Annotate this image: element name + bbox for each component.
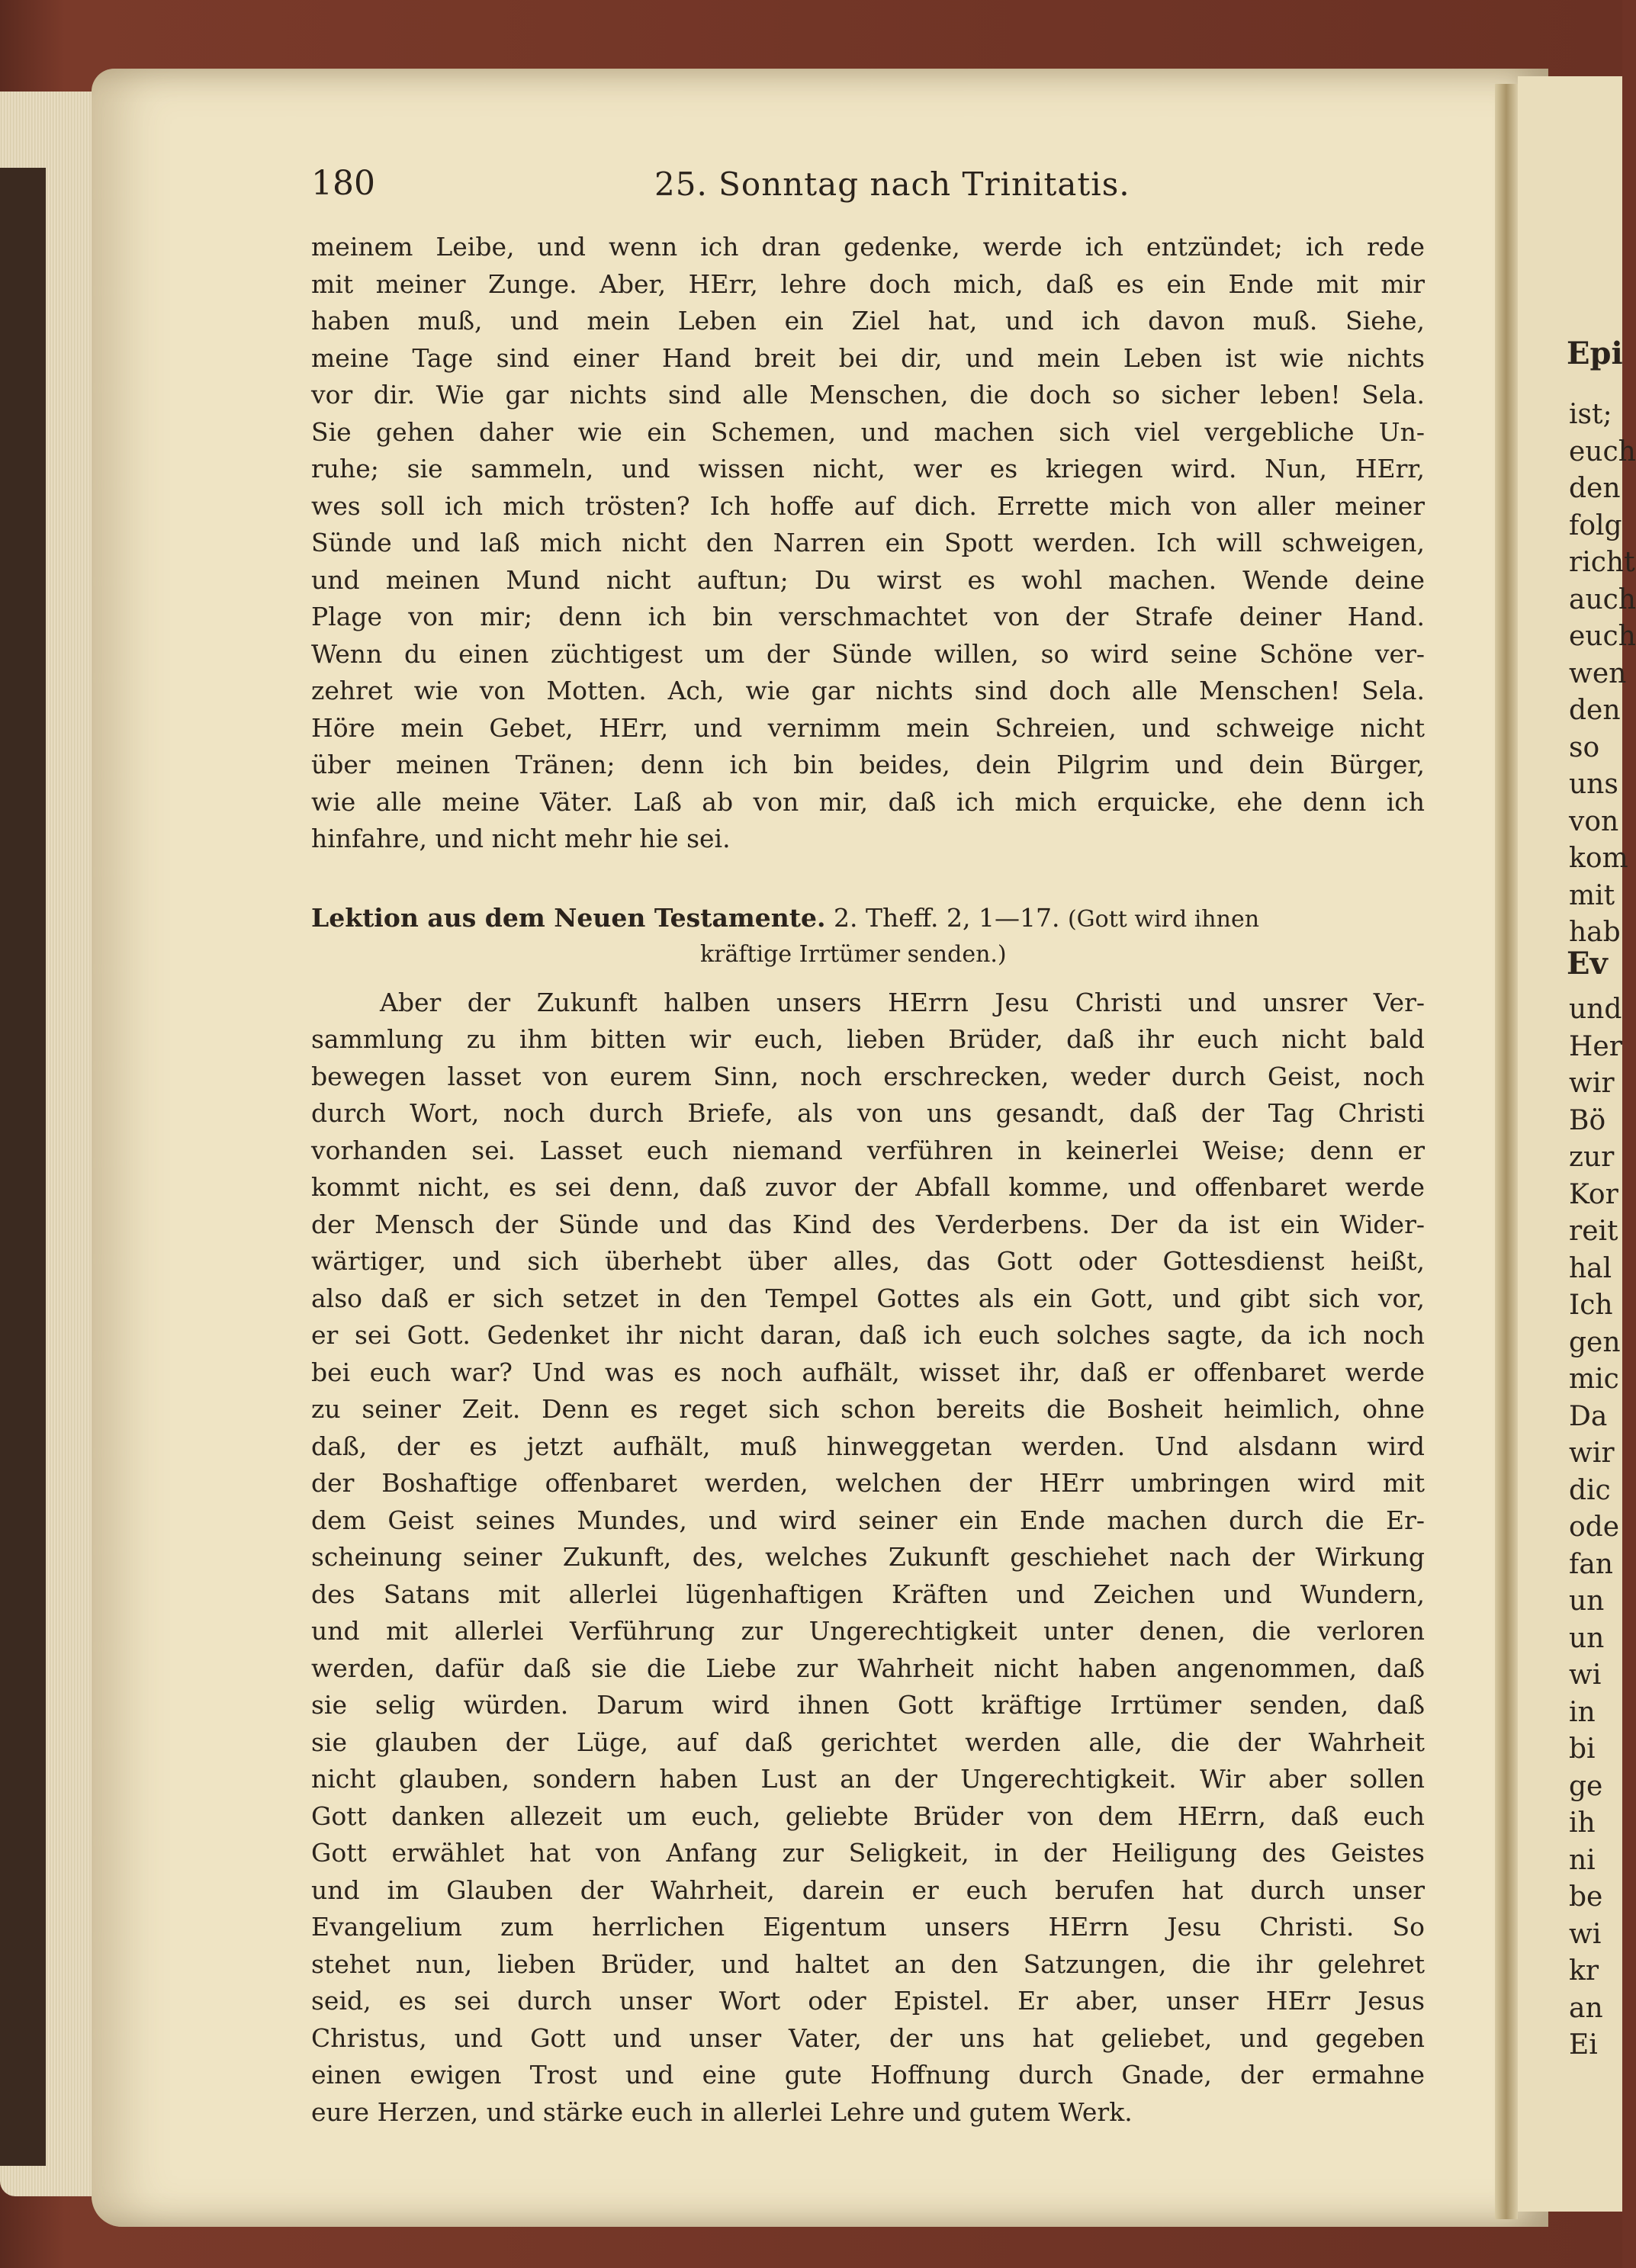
facing-fragment: den — [1569, 695, 1621, 726]
facing-fragment: fan — [1569, 1548, 1613, 1580]
psalm-line: wes soll ich mich trösten? Ich hoffe auf dich. Errette mich von aller meiner — [311, 490, 1425, 521]
psalm-line: haben muß, und mein Leben ein Ziel hat, und ich davon muß. Siehe, — [311, 306, 1425, 336]
page-header — [311, 164, 1425, 217]
lesson-line: durch Wort, noch durch Briefe, als von uns gesandt, daß der Tag Christi — [311, 1098, 1425, 1128]
facing-fragment: gen — [1569, 1326, 1621, 1358]
lesson-reference: 2. Theff. 2, 1—17. — [834, 902, 1060, 933]
running-title: 25. Sonntag nach Trinitatis. — [654, 165, 1130, 203]
facing-fragment: wen — [1569, 657, 1627, 689]
lesson-line: und im Glauben der Wahrheit, darein er euch berufen hat durch unser — [311, 1874, 1425, 1905]
facing-fragment: in — [1569, 1696, 1596, 1728]
lesson-line: stehet nun, lieben Brüder, und haltet an den Satzungen, die ihr gelehret — [311, 1948, 1425, 1979]
lesson-line: dem Geist seines Mundes, und wird seiner ein Ende machen durch die Er- — [311, 1505, 1425, 1535]
facing-fragment: wi — [1569, 1659, 1602, 1691]
lesson-line: bei euch war? Und was es noch aufhält, wisset ihr, daß er offenbaret werde — [311, 1357, 1425, 1387]
lesson-line: wärtiger, und sich überhebt über alles, das Gott oder Gottesdienst heißt, — [311, 1246, 1425, 1276]
psalm-passage — [311, 229, 1425, 858]
facing-fragment: ge — [1569, 1770, 1603, 1802]
psalm-line: Sie gehen daher wie ein Schemen, und machen sich viel vergebliche Un- — [311, 416, 1425, 447]
lesson-line: sie selig würden. Darum wird ihnen Gott kräftige Irrtümer senden, daß — [311, 1690, 1425, 1720]
lesson-note: (Gott wird ihnen — [1067, 905, 1260, 933]
facing-fragment: wi — [1569, 1918, 1602, 1950]
facing-fragment: reit — [1569, 1216, 1618, 1247]
facing-fragment: ode — [1569, 1511, 1620, 1543]
psalm-line: über meinen Tränen; denn ich bin beides, dein Pilgrim und dein Bürger, — [311, 750, 1425, 779]
facing-fragment: euch — [1569, 435, 1636, 467]
lesson-line: Gott erwählet hat von Anfang zur Seligkeit, in der Heiligung des Geistes — [311, 1838, 1425, 1868]
page-number: 180 — [311, 164, 375, 203]
lesson-line: Christus, und Gott und unser Vater, der uns hat geliebet, und gegeben — [311, 2022, 1425, 2053]
lesson-line: sammlung zu ihm bitten wir euch, lieben Brüder, daß ihr euch nicht bald — [311, 1024, 1425, 1054]
lesson-line: sie glauben der Lüge, auf daß gerichtet werden alle, die der Wahrheit — [311, 1727, 1425, 1757]
facing-fragment: euch — [1569, 621, 1636, 652]
facing-fragment: Bö — [1569, 1104, 1606, 1136]
lesson-line: also daß er sich setzet in den Tempel Gottes als ein Gott, und gibt sich vor, — [311, 1283, 1425, 1313]
psalm-line: meine Tage sind einer Hand breit bei dir, und mein Leben ist wie nichts — [311, 342, 1425, 373]
facing-fragment: zur — [1569, 1142, 1615, 1173]
facing-fragment: mit — [1569, 879, 1615, 911]
text-block — [311, 229, 1425, 2131]
psalm-line: Höre mein Gebet, HErr, und vernimm mein Schreien, und schweige nicht — [311, 712, 1425, 743]
lesson-line: bewegen lasset von eurem Sinn, noch erschrecken, weder durch Geist, noch — [311, 1061, 1425, 1091]
facing-fragment: un — [1569, 1622, 1605, 1654]
book-gutter — [1495, 84, 1518, 2219]
lesson-line: einen ewigen Trost und eine gute Hoffnung durch Gnade, der ermahne — [311, 2060, 1425, 2090]
psalm-line: ruhe; sie sammeln, und wissen nicht, wer es kriegen wird. Nun, HErr, — [311, 454, 1425, 483]
psalm-line: hinfahre, und nicht mehr hie sei. — [311, 824, 731, 853]
lesson-line: Evangelium zum herrlichen Eigentum unsers HErrn Jesu Christi. So — [311, 1912, 1425, 1942]
lesson-line: Gott danken allezeit um euch, geliebte Brüder von dem HErrn, daß euch — [311, 1801, 1425, 1831]
facing-page-text-2 — [1569, 991, 1622, 2064]
facing-fragment: Da — [1569, 1400, 1608, 1432]
lesson-line: scheinung seiner Zukunft, des, welches Zukunft geschiehet nach der Wirkung — [311, 1542, 1425, 1572]
facing-fragment: folg — [1569, 509, 1622, 541]
psalm-line: Sünde und laß mich nicht den Narren ein Spott werden. Ich will schweigen, — [311, 528, 1425, 557]
lesson-note-continued: kräftige Irrtümer senden.) — [700, 941, 1007, 968]
facing-fragment: kom — [1569, 843, 1628, 874]
facing-fragment: hal — [1569, 1252, 1612, 1284]
book-spine-shadow — [0, 168, 46, 2166]
facing-fragment: un — [1569, 1585, 1605, 1617]
lesson-title: Lektion aus dem Neuen Testamente. — [311, 902, 826, 933]
psalm-line: mit meiner Zunge. Aber, HErr, lehre doch mich, daß es ein Ende mit mir — [311, 268, 1425, 299]
psalm-line: vor dir. Wie gar nichts sind alle Menschen, die doch so sicher leben! Sela. — [311, 380, 1425, 410]
facing-fragment: an — [1569, 1992, 1603, 2024]
psalm-line: Plage von mir; denn ich bin verschmachtet von der Strafe deiner Hand. — [311, 602, 1425, 631]
facing-fragment: von — [1569, 805, 1619, 837]
facing-fragment: den — [1569, 473, 1621, 504]
lesson-heading — [311, 900, 1425, 937]
facing-fragment: mic — [1569, 1364, 1619, 1395]
facing-fragment: uns — [1569, 769, 1618, 800]
facing-fragment: dic — [1569, 1474, 1611, 1506]
lesson-line: er sei Gott. Gedenket ihr nicht daran, daß ich euch solches sagte, da ich noch — [311, 1320, 1425, 1350]
facing-fragment: wir — [1569, 1068, 1615, 1099]
lesson-line: Aber der Zukunft halben unsers HErrn Jesu Christi und unsrer Ver- — [380, 987, 1425, 1017]
facing-fragment: wir — [1569, 1438, 1615, 1469]
facing-fragment: Ich — [1569, 1290, 1613, 1321]
facing-fragment: so — [1569, 731, 1600, 763]
lesson-line: seid, es sei durch unser Wort oder Epistel. Er aber, unser HErr Jesus — [311, 1986, 1425, 2016]
psalm-line: zehret wie von Motten. Ach, wie gar nichts sind doch alle Menschen! Sela. — [311, 676, 1425, 705]
facing-fragment: richt — [1569, 547, 1635, 578]
lesson-line: eure Herzen, und stärke euch in allerlei Lehre und gutem Werk. — [311, 2096, 1133, 2127]
lesson-line: nicht glauben, sondern haben Lust an der Ungerechtigkeit. Wir aber sollen — [311, 1764, 1425, 1794]
spacer — [311, 974, 1425, 985]
facing-fragment: kr — [1569, 1955, 1599, 1987]
facing-page-heading-2: Ev — [1567, 946, 1608, 981]
lesson-line: der Mensch der Sünde und das Kind des Verderbens. Der da ist ein Wider- — [311, 1209, 1425, 1239]
lesson-line: werden, dafür daß sie die Liebe zur Wahrheit nicht haben angenommen, daß — [311, 1653, 1425, 1683]
psalm-line: wie alle meine Väter. Laß ab von mir, daß ich mich erquicke, ehe denn ich — [311, 786, 1425, 817]
facing-fragment: bi — [1569, 1733, 1596, 1765]
facing-fragment: Kor — [1569, 1178, 1618, 1210]
lesson-line: vorhanden sei. Lasset euch niemand verführen in keinerlei Weise; denn er — [311, 1135, 1425, 1165]
facing-fragment: ih — [1569, 1807, 1596, 1839]
lesson-passage — [311, 985, 1425, 2131]
facing-fragment: auch — [1569, 583, 1636, 615]
facing-fragment: hab — [1569, 917, 1621, 948]
facing-fragment: ni — [1569, 1844, 1596, 1876]
psalm-line: Wenn du einen züchtigest um der Sünde willen, so wird seine Schöne ver- — [311, 638, 1425, 669]
facing-page-text — [1569, 397, 1636, 952]
lesson-line: und mit allerlei Verführung zur Ungerechtigkeit unter denen, die verloren — [311, 1616, 1425, 1646]
facing-fragment: und — [1569, 994, 1622, 1025]
lesson-line: daß, der es jetzt aufhält, muß hinweggetan werden. Und alsdann wird — [311, 1431, 1425, 1461]
facing-fragment: ist; — [1569, 399, 1612, 430]
facing-fragment: be — [1569, 1881, 1603, 1913]
facing-page-heading: Epi — [1567, 336, 1623, 371]
psalm-line: und meinen Mund nicht auftun; Du wirst es wohl machen. Wende deine — [311, 564, 1425, 595]
lesson-line: kommt nicht, es sei denn, daß zuvor der Abfall komme, und offenbaret werde — [311, 1172, 1425, 1202]
lesson-line: zu seiner Zeit. Denn es reget sich schon bereits die Bosheit heimlich, ohne — [311, 1394, 1425, 1424]
facing-fragment: Ei — [1569, 2029, 1598, 2061]
lesson-line: der Boshaftige offenbaret werden, welchen der HErr umbringen wird mit — [311, 1468, 1425, 1498]
facing-fragment: Her — [1569, 1030, 1622, 1062]
psalm-line: meinem Leibe, und wenn ich dran gedenke, werde ich entzündet; ich rede — [311, 232, 1425, 262]
lesson-line: des Satans mit allerlei lügenhaftigen Kräften und Zeichen und Wundern, — [311, 1579, 1425, 1609]
